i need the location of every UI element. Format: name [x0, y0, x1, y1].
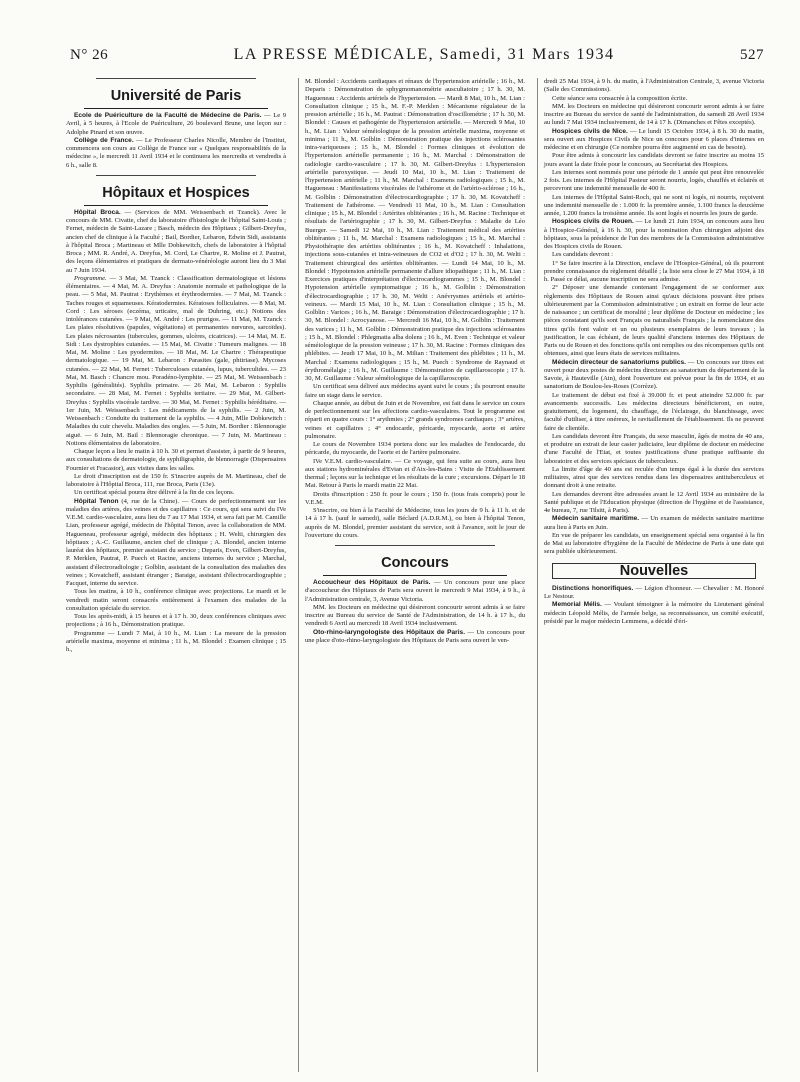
maritime-paragraph-2: En vue de préparer les candidats, un enseignement spécial sera organisé à la fin de Mai au laboratoire d'hygiène de la Faculté de Médecine de Paris à une date qui sera publiée ultérieurement. [544, 531, 764, 556]
distinctions-heading: Distinctions honorifiques. [552, 584, 634, 592]
broca-paragraph-3: Le droit d'inscription est de 150 fr. S'inscrire auprès de M. Martineau, chef de laboratoire à l'Hôpital Broca, 111, rue Broca, Paris (13e). [66, 472, 286, 488]
accoucheur-text: Un concours pour une place d'accoucheur des Hôpitaux de Paris sera ouvert le mercredi 9 Mai 1934, à 9 h., à l'Administration centrale, 3, Avenue Victoria. [305, 579, 525, 603]
maritime-text: — Un examen de médecin sanitaire maritime aura lieu à Paris en Juin. [544, 515, 764, 531]
column-1: Université de Paris Ecole de Puériculture de la Faculté de Médecine de Paris. — Le 9 Avril, à 5 heures, à l'Ecole de Puériculture, 26 boulevard Brune, une leçon sur : Adolphe Pinard et son œuvre. Collège de France. — Le Professeur Charles Nicolle, Membre de l'Institut, commencera son cours au Collège de France sur « Quelques responsabilités de la médecine », le mercredi 11 Avril 1934 et le continuera les mercredis et vendredis à 6 h., salle 8. Hôpitaux et Hospices Hôpital Broca. — (Services de MM. Weissenbach et Tzanck). Avec le concours de MM. Civatte, chef du laboratoire d'histologie de l'hôpital Saint-Louis ; Fernet, médecin de Saint-Lazare ; Basch, médecin des Hôpitaux ; Gilbert-Dreyfus, ancien chef de clinique à la Faculté ; Bail, Bordier, Lebaron, Edwin Sidi, assistants à l'hôpital Broca ; Martineau et Mlle Dobkewitch, chefs de laboratoire à l'hôpital Broca ; MM. R. André, A. Dreyfus, M. Cord, Le Chartre, R. Moline et J. Pautrat, des leçons élémentaires et pratiques de dermato-vénéréologie auront lieu du 3 Mai au 7 Juin 1934. Programme. — 3 Mai, M. Tzanck : Classification dermatologique et lésions élémentaires. — 4 Mai, M. A. Dreyfus : Anatomie normale et pathologique de la peau. — 5 Mai, M. Pautrat : Erythèmes et érythrodermies. — 7 Mai, M. Tzanck : Taches rouges et squameuses. Kératodermies. Kératoses folliculaires. — 8 Mai, M. Cord : Les séroses (eczéma, urticaire, mal de Duhring, etc.) Notions des intolérances cutanées. — 9 Mai, M. André : Les prurigos. — 11 Mai, M. Tzanck : Les plaies résolutives (papules, végétations) et permanentes nœvures, sarcoïdes). Les plaies nécrosantes (tubercules, gommes, ulcères, cicatrices). — 14 Mai, M. E. Sidi : Les dystrophies cutanées. — 15 Mai, M. Civatte : Tumeurs malignes. — 18 Mai, M. Moline : Les pyodermites. — 18 Mai, M. Le Chartre : Thérapeutique dermatologique. — 19 Mai, M. Lebaron : Parasites (gale, phtiriase). Mycoses cutanées. — 22 Mai, M. Fernet : Tuberculoses cutanées, lupus, tuberculides. — 23 Mai, M. Basch : Chancre mou. Poradéno-lymphite. — 25 Mai, M. Weissenbach : Syphilis (généralités). Syphilis primaire. — 26 Mai, M. Lebaron : Syphilis secondaire. — 28 Mai, M. Fernet : Syphilis tertiaire. — 29 Mai, M. Gilbert-Dreyfus : Syphilis viscérale tardive. — 30 Mai, M. Fernet : Syphilis héréditaire. — 1er Juin, M. Weissenbach : Les médicaments de la syphilis. — 2 Juin, M. Weissenbach : Conduite du traitement de la syphilis. — 4 Juin, Mlle Dobkewitch : Maladies du cuir chevelu. Maladies des ongles. — 5 Juin, M. Bordier : Blennoragie aiguë. — 6 Juin, M. Bail : Blennoragie chronique. — 7 Juin, M. Martineau : Notions élémentaires de laboratoire. Chaque leçon a lieu le matin à 10 h. 30 et permet d'assister, à partir de 9 heures, aux consultations de dermatologie, de syphiligraphie, de blennorragie (Dispensaires Fournier et Fracastor), aux visites dans les salles. Le droit d'inscription est de 150 fr. S'inscrire auprès de M. Martineau, chef de laboratoire à l'Hôpital Broca, 111, rue Broca, Paris (13e). Un certificat spécial pourra être délivré à la fin de ces leçons. Hôpital Tenon (4, rue de la Chine). — Cours de perfectionnement sur les maladies des artères, des veines et des capillaires : Ce cours, qui sera suivi du IVe V.E.M. cardio-vasculaire, aura lieu du 7 au 17 Mai 1934, et sera fait par M. Camille Lian, professeur agrégé, médecin de l'hôpital Tenon, avec la collaboration de MM. Hagueneau, professeur agrégé, médecin des hôpitaux ; H. Welti, chirurgien des hôpitaux ; A.-C. Guillaume, ancien chef de clinique ; A. Blondel, ancien interne lauréat des hôpitaux, premier assistant du service ; Deparis, Even, Gilbert-Dreyfus, P. Merklen, Pautrat, P. Puech et Racine, anciens internes du service ; Marchal, assistant d'électroradiologie ; Golblin, assistant de la consultation des maladies des veines ; Kovatcheff, assistant étranger ; Baraige, assistant d'électrocardiographie ; Facquet, interne du service. Tous les matins, à 10 h., conférence clinique avec projections. Le mardi et le vendredi matin seront consacrés entièrement à l'examen des malades de la consultation spéciale du service. Tous les après-midi, à 15 heures et à 17 h. 30, deux conférences cliniques avec projections ; à 16 h., Démonstration pratique. Programme — Lundi 7 Mai, à 10 h., M. Lian : La mesure de la pression artérielle maxima, moyenne et minima ; 11 h., M. Blondel : Examen clinique ; 15 h., [66, 78, 286, 1072]
column-2: M. Blondel : Accidents cardiaques et rénaux de l'hypertension artérielle ; 16 h., M. Deparis : Démonstration de sphygmomanométrie auscultatoire ; 17 h. 30, M. Hagueneau : Accidents artériels de l'hypertension. — Mardi 8 Mai, 10 h., M. Lian : Consultation clinique ; 15 h., M. F.-P. Merklen : Mécanisme régulateur de la pression artérielle ; 16 h., M. Pautrat : Démonstration d'oscillométrie ; 17 h. 30, M. Blondel : Causes et pathogénie de l'hypertension artérielle. — Mercredi 9 Mai, 10 h., M. Lian : Valeur séméiologique de la pression artérielle maxima, moyenne et minima ; 11 h., M. Golblin : Démonstration pratique des injections sclérosantes intra-variqueuses ; 15 h., M. Blondel : Formes cliniques et évolution de l'hypertension artérielle permanente ; 16 h., M. Marchal : Démonstration de radiologie cardio-vasculaire ; 17 h. 30, M. Gilbert-Dreyfus : L'hypertension artérielle paroxystique. — Jeudi 10 Mai, 10 h., M. Lian : Traitement de l'hypertension artérielle ; 11 h., M. Marchal : Examens radiologiques ; 15 h., M. Hagueneau : Manifestations viscérales de l'athérome et de l'artério-sclérose ; 16 h., M. Golblin : Démonstration d'électrocardiographie ; 17 h. 30, M. Kovatcheff : Traitement de l'athérome. — Vendredi 11 Mai, 10 h., M. Lian : Consultation clinique ; 15 h., M. Blondel : Artérites oblitérantes ; 16 h., M. Racine : Technique et résultats de l'artériographie ; 17 h. 30, M. Gilbert-Dreyfus : Maladie de Léo Buerger. — Samedi 12 Mai, 10 h., M. Lian : Traitement médical des artérites oblitérantes ; 11 h., M. Marchal : Examens radiologiques ; 15 h., M. Marchal : Physiothérapie des artérites oblitérantes ; 16 h., M. Kovatcheff : Inhalations, injections sous-cutanées et intra-veineuses de CO2 et d'O2 ; 17 h. 30, M. Welti : Traitement chirurgical des artérites oblitérantes. — Lundi 14 Mai, 10 h., M. Blondel : Hypotension artérielle permanente d'allure idiopathique ; 11 h., M. Lian : Exercices pratiques d'interprétation d'électrocardiogrammes ; 15 h., M. Blondel : Hypotension artérielle symptomatique ; 16 h., M. Golblin : Démonstration d'électrocardiographie ; 17 h. 30, M. Welti : Anévrysmes artériels et artério-veineux. — Mardi 15 Mai, 10 h., M. Lian : Consultation clinique ; 15 h., M. Golblin : Varices ; 16 h., M. Baraige : Démonstration d'électrocardiographie ; 17 h. 30, M. Blondel : Acrocyanose. — Mercredi 16 Mai, 10 h., M. Golblin : Traitement des varices ; 11 h., M. Golblin : Démonstration pratique des injections sclérosantes ; 15 h., M. Blondel : Phlegmatia alba dolens ; 16 h., M. Even : Technique et valeur séméiologique de la pression veineuse ; 17 h. 30, M. Racine : Formes cliniques des phlébites. — Jeudi 17 Mai, 10 h., M. Milian : Traitement des phlébites ; 11 h., M. Marchal : Examens radiologiques ; 15 h., M. Puech : Syndrome de Raynaud et érythromélalgie ; 16 h., M. Guillaume : Démonstration de capillaroscopie ; 17 h. 30, M. Guillaume : Valeur séméiologique de la capillaroscopie. Un certificat sera délivré aux médecins ayant suivi le cours ; ils pourront ensuite faire un stage dans le service. Chaque année, au début de Juin et de Novembre, est fait dans le service un cours de perfectionnement sur les affections cardio-vasculaires. Tout le programme est réparti en quatre cours : 1° arythmies ; 2° grands syndromes cardiaques ; 3° artères, veines et capillaires ; 4° endocarde, péricarde, myocarde, aorte et artère pulmonaire. Le cours de Novembre 1934 portera donc sur les maladies de l'endocarde, du péricarde, du myocarde, de l'aorte et de l'artère pulmonaire. IVe V.E.M. cardio-vasculaire. — Ce voyage, qui fera suite au cours, aura lieu aux stations hydrominérales d'Evian et d'Aix-les-Bains : Visite de l'Etablissement thermal ; leçons sur la technique et les résultats de la cure ; excursions. Départ le 18 Mai. Retour à Paris le mardi matin 22 Mai. Droits d'inscription : 250 fr. pour le cours ; 150 fr. (tous frais compris) pour le V.E.M. S'inscrire, ou bien à la Faculté de Médecine, tous les jours de 9 h. à 11 h. et de 14 à 17 h. (sauf le samedi), salle Béclard (A.D.R.M.), ou bien à l'hôpital Tenon, auprès de M. Blondel, premier assistant du service, soit à l'avance, soit le jour de l'ouverture du cours. Concours Accoucheur des Hôpitaux de Paris. — Un concours pour une place d'accoucheur des Hôpitaux de Paris sera ouvert le mercredi 9 Mai 1934, à 9 h., à l'Administration centrale, 3, Avenue Victoria. MM. les Docteurs en médecine qui désireront concourir seront admis à se faire inscrire au Bureau du service de Santé de l'Administration, de 14 h. à 17 h., du vendredi 6 Avril au mercredi 18 Avril 1934 inclusivement. Oto-rhino-laryngologiste des Hôpitaux de Paris. — Un concours pour une place d'oto-rhino-laryngologiste des Hôpitaux de Paris sera ouvert le ven- [298, 78, 525, 1072]
distinctions-text: — Légion d'honneur. — Chevalier : M. Honoré Le Nestour. [544, 584, 764, 600]
nice-heading: Hospices civils de Nice. [552, 127, 628, 135]
programme-text: 3 Mai, M. Tzanck : Classification dermatologique et lésions élémentaires. — 4 Mai, M. A. Dreyfus : Anatomie normale et pathologique de la peau. — 5 Mai, M. Pautrat : Erythèmes et érythrodermies. — 7 Mai, M. Tzanck : Taches rouges et squameuses. Kératodermies. Kératoses folliculaires. — 8 Mai, M. Cord : Les séroses (eczéma, urticaire, mal de Duhring, etc.) Notions des intolérances cutanées. — 9 Mai, M. André : Les prurigos. — 11 Mai, M. Tzanck : Les plaies résolutives (papules, végétations) et permanentes nœvures, sarcoïdes). Les plaies nécrosantes (tubercules, gommes, ulcères, cicatrices). — 14 Mai, M. E. Sidi : Les dystrophies cutanées. — 15 Mai, M. Civatte : Tumeurs malignes. — 18 Mai, M. Moline : Les pyodermites. — 18 Mai, M. Le Chartre : Thérapeutique dermatologique. — 19 Mai, M. Lebaron : Parasites (gale, phtiriase). Mycoses cutanées. — 22 Mai, M. Fernet : Tuberculoses cutanées, lupus, tuberculides. — 23 Mai, M. Basch : Chancre mou. Poradéno-lymphite. — 25 Mai, M. Weissenbach : Syphilis (généralités). Syphilis primaire. — 26 Mai, M. Lebaron : Syphilis secondaire. — 28 Mai, M. Fernet : Syphilis tertiaire. — 29 Mai, M. Gilbert-Dreyfus : Syphilis viscérale tardive. — 30 Mai, M. Fernet : Syphilis héréditaire. — 1er Juin, M. Weissenbach : Les médicaments de la syphilis. — 2 Juin, M. Weissenbach : Conduite du traitement de la syphilis. — 4 Juin, Mlle Dobkewitch : Maladies du cuir chevelu. Maladies des ongles. — 5 Juin, M. Bordier : Blennoragie aiguë. — 6 Juin, M. Bail : Blennoragie chronique. — 7 Juin, M. Martineau : Notions élémentaires de laboratoire. [66, 274, 286, 447]
journal-title: LA PRESSE MÉDICALE, Samedi, 31 Mars 1934 [233, 46, 615, 63]
nice-paragraph-2: Pour être admis à concourir les candidats devront se faire inscrire au moins 15 jours avant la date fixée pour le concours, au Secrétariat des Hospices. [544, 152, 764, 168]
tenon-heading: Hôpital Tenon [74, 497, 119, 505]
programme-2: Programme — Lundi 7 Mai, à 10 h., M. Lian : La mesure de la pression artérielle maxima, moyenne et minima ; 11 h., M. Blondel : Examen clinique ; 15 h., [66, 629, 286, 653]
accoucheur-paragraph-2: MM. les Docteurs en médecine qui désireront concourir seront admis à se faire inscrire au Bureau du service de Santé de l'Administration, de 14 h. à 17 h., du vendredi 6 Avril au mercredi 18 Avril 1934 inclusivement. [305, 603, 525, 628]
nice-paragraph-4: Les internes de l'Hôpital Saint-Roch, qui ne sont ni logés, ni nourris, reçoivent une indemnité mensuelle de : 1.000 fr. la première année, 1.100 francs la deuxième année, 1.200 francs la troisième année. Ils sont logés et nourris les jours de garde. [544, 193, 764, 217]
melis-heading: Memorial Mélis. [552, 601, 602, 609]
programme-label: Programme. [74, 274, 107, 282]
divider [96, 175, 256, 176]
ecole-text: Le 9 Avril, à 5 heures, à l'Ecole de Puériculture, 26 boulevard Brune, une leçon sur : Adolphe Pinard et son œuvre. [66, 112, 286, 136]
melis-text: — Voulant témoigner à la mémoire du Lieutenant général médecin Léopold Mélis, de l'armée belge, sa reconnaissance, un comité exécutif, présidé par le major médecin Lemmens, a décidé d'éri- [544, 601, 764, 625]
maritime-heading: Médecin sanitaire maritime. [552, 515, 640, 523]
broca-paragraph-4: Un certificat spécial pourra être délivré à la fin de ces leçons. [74, 489, 235, 497]
nice-text: Le lundi 15 Octobre 1934, à 8 h. 30 du matin, sera ouvert aux Hospices Civils de Nice un concours pour 6 places d'internes en médecine et en chirurgie (Ce nombre pourra être augmenté en cas de besoin). [544, 127, 764, 151]
college-heading: Collège de France. [74, 136, 134, 144]
sanatorium-paragraph-5: Les demandes devront être adressées avant le 12 Avril 1934 au ministère de la Santé publique et de l'Education physique (direction de l'hygiène et de l'assistance, 4e bureau, 7, rue Tilsitt, à Paris). [544, 490, 764, 514]
section-title-universite: Université de Paris [110, 88, 242, 104]
cours-novembre-text: Le cours de Novembre 1934 portera donc sur les maladies de l'endocarde, du péricarde, du myocarde, de l'aorte et de l'artère pulmonaire. [305, 441, 525, 457]
issue-number: N° 26 [70, 47, 109, 63]
broca-text: (Services de MM. Weissenbach et Tzanck). Avec le concours de MM. Civatte, chef du laboratoire d'histologie de l'hôpital Saint-Louis ; Fernet, médecin de Saint-Lazare ; Basch, médecin des Hôpitaux ; Gilbert-Dreyfus, ancien chef de clinique à la Faculté ; Bail, Bordier, Lebaron, Edwin Sidi, assistants à l'hôpital Broca ; Martineau et Mlle Dobkewitch, chefs de laboratoire à l'hôpital Broca ; MM. R. André, A. Dreyfus, M. Cord, Le Chartre, R. Moline et J. Pautrat, des leçons élémentaires et pratiques de dermato-vénéréologie auront lieu du 3 Mai au 7 Juin 1934. [66, 208, 286, 274]
inscription-text: S'inscrire, ou bien à la Faculté de Médecine, tous les jours de 9 h. à 11 h. et de 14 à 17 h. (sauf le samedi), salle Béclard (A.D.R.M.), ou bien à l'hôpital Tenon, auprès de M. Blondel, premier assistant du service, soit à l'avance, soit le jour de l'ouverture du cours. [305, 507, 525, 539]
page-number: 527 [739, 47, 764, 63]
broca-heading: Hôpital Broca. [74, 208, 121, 216]
cours-perfectionnement-text: Chaque année, au début de Juin et de Novembre, est fait dans le service un cours de perfectionnement sur les affections cardio-vasculaires. Tout le programme est réparti en quatre cours : 1° arythmies ; 2° grands syndromes cardiaques ; 3° artères, veines et capillaires ; 4° endocarde, péricarde, myocarde, aorte et artère pulmonaire. [305, 399, 525, 440]
droits-text: Droits d'inscription : 250 fr. pour le cours ; 150 fr. (tous frais compris) pour le V.E.M. [305, 490, 525, 506]
page-columns [66, 78, 764, 1072]
certificat-text: Un certificat sera délivré aux médecins ayant suivi le cours ; ils pourront ensuite faire un stage dans le service. [305, 383, 525, 399]
tenon-program-continued: M. Blondel : Accidents cardiaques et rénaux de l'hypertension artérielle ; 16 h., M. Deparis : Démonstration de sphygmomanométrie auscultatoire ; 17 h. 30, M. Hagueneau : Accidents artériels de l'hypertension. — Mardi 8 Mai, 10 h., M. Lian : Consultation clinique ; 15 h., M. F.-P. Merklen : Mécanisme régulateur de la pression artérielle ; 16 h., M. Pautrat : Démonstration d'oscillométrie ; 17 h. 30, M. Blondel : Causes et pathogénie de l'hypertension artérielle. — Mercredi 9 Mai, 10 h., M. Lian : Valeur séméiologique de la pression artérielle maxima, moyenne et minima ; 11 h., M. Golblin : Démonstration pratique des injections sclérosantes intra-variqueuses ; 15 h., M. Blondel : Formes cliniques et évolution de l'hypertension artérielle permanente ; 16 h., M. Marchal : Démonstration de radiologie cardio-vasculaire ; 17 h. 30, M. Gilbert-Dreyfus : L'hypertension artérielle paroxystique. — Jeudi 10 Mai, 10 h., M. Lian : Traitement de l'hypertension artérielle ; 11 h., M. Marchal : Examens radiologiques ; 15 h., M. Hagueneau : Manifestations viscérales de l'athérome et de l'artério-sclérose ; 16 h., M. Golblin : Démonstration d'électrocardiographie ; 17 h. 30, M. Kovatcheff : Traitement de l'athérome. — Vendredi 11 Mai, 10 h., M. Lian : Consultation clinique ; 15 h., M. Blondel : Artérites oblitérantes ; 16 h., M. Racine : Technique et résultats de l'artériographie ; 17 h. 30, M. Gilbert-Dreyfus : Maladie de Léo Buerger. — Samedi 12 Mai, 10 h., M. Lian : Traitement médical des artérites oblitérantes ; 11 h., M. Marchal : Examens radiologiques ; 15 h., M. Marchal : Physiothérapie des artérites oblitérantes ; 16 h., M. Kovatcheff : Inhalations, injections sous-cutanées et intra-veineuses de CO2 et d'O2 ; 17 h. 30, M. Welti : Traitement chirurgical des artérites oblitérantes. — Lundi 14 Mai, 10 h., M. Blondel : Hypotension artérielle permanente d'allure idiopathique ; 11 h., M. Lian : Exercices pratiques d'interprétation d'électrocardiogrammes ; 15 h., M. Blondel : Hypotension artérielle symptomatique ; 16 h., M. Golblin : Démonstration d'électrocardiographie ; 17 h. 30, M. Welti : Anévrysmes artériels et artério-veineux. — Mardi 15 Mai, 10 h., M. Lian : Consultation clinique ; 15 h., M. Golblin : Varices ; 16 h., M. Baraige : Démonstration d'électrocardiographie ; 17 h. 30, M. Blondel : Acrocyanose. — Mercredi 16 Mai, 10 h., M. Golblin : Traitement des varices ; 11 h., M. Golblin : Démonstration pratique des injections sclérosantes ; 15 h., M. Blondel : Phlegmatia alba dolens ; 16 h., M. Even : Technique et valeur séméiologique de la pression veineuse ; 17 h. 30, M. Racine : Formes cliniques des phlébites. — Jeudi 17 Mai, 10 h., M. Milian : Traitement des phlébites ; 11 h., M. Marchal : Examens radiologiques ; 15 h., M. Puech : Syndrome de Raynaud et érythromélalgie ; 16 h., M. Guillaume : Démonstration de capillaroscopie ; 17 h. 30, M. Guillaume : Valeur séméiologique de la capillaroscopie. [305, 78, 525, 382]
college-text: Le Professeur Charles Nicolle, Membre de l'Institut, commencera son cours au Collège de France sur « Quelques responsabilités de la médecine », le mercredi 11 Avril 1934 et le continuera les mercredis et vendredis à 6 h., salle 8. [66, 136, 286, 169]
divider [84, 108, 268, 109]
oto-text: Un concours pour une place d'oto-rhino-laryngologiste des Hôpitaux de Paris sera ouvert le ven- [305, 628, 525, 644]
rouen-heading: Hospices civils de Rouen. [552, 218, 634, 226]
tenon-text: (4, rue de la Chine). — Cours de perfectionnement sur les maladies des artères, des veines et des capillaires : Ce cours, qui sera suivi du IVe V.E.M. cardio-vasculaire, aura lieu du 7 au 17 Mai 1934, et sera fait par M. Camille Lian, professeur agrégé, médecin de l'hôpital Tenon, avec la collaboration de MM. Hagueneau, professeur agrégé, médecin des hôpitaux ; H. Welti, chirurgien des hôpitaux ; A.-C. Guillaume, ancien chef de clinique ; A. Blondel, ancien interne lauréat des hôpitaux, premier assistant du service ; Deparis, Even, Gilbert-Dreyfus, P. Merklen, Pautrat, P. Puech et Racine, anciens internes du service ; Marchal, assistant d'électroradiologie ; Golblin, assistant de la consultation des maladies des veines ; Kovatcheff, assistant étranger ; Baraige, assistant d'électrocardiographie ; Facquet, interne du service. [66, 497, 286, 587]
oto-paragraph-2: Cette séance sera consacrée à la composition écrite. [552, 94, 688, 102]
oto-heading: Oto-rhino-laryngologiste des Hôpitaux de Paris. [313, 628, 466, 636]
section-title-nouvelles: Nouvelles [552, 563, 756, 579]
section-title-concours: Concours [381, 555, 449, 571]
divider [323, 575, 507, 576]
ecole-heading: Ecole de Puériculture de la Faculté de Médecine de Paris. [74, 112, 262, 119]
column-3: dredi 25 Mai 1934, à 9 h. du matin, à l'Administration Centrale, 3, avenue Victoria (Salle des Commissions). Cette séance sera consacrée à la composition écrite. MM. les Docteurs en médecine qui désireront concourir seront admis à se faire inscrire au Bureau du service de santé de l'administration, du samedi 28 Avril 1934 au lundi 7 Mai 1934 inclusivement, de 14 à 17 h. (Dimanches et Fêtes exceptés). Hospices civils de Nice. — Le lundi 15 Octobre 1934, à 8 h. 30 du matin, sera ouvert aux Hospices Civils de Nice un concours pour 6 places d'internes en médecine et en chirurgie (Ce nombre pourra être augmenté en cas de besoin). Pour être admis à concourir les candidats devront se faire inscrire au moins 15 jours avant la date fixée pour le concours, au Secrétariat des Hospices. Les internes sont nommés pour une période de 1 année qui peut être renouvelée 2 fois. Les internes de l'Hôpital Pasteur seront nourris, logés, chauffés et éclairés et percevront une indemnité mensuelle de 400 fr. Les internes de l'Hôpital Saint-Roch, qui ne sont ni logés, ni nourris, reçoivent une indemnité mensuelle de : 1.000 fr. la première année, 1.100 francs la deuxième année, 1.200 francs la troisième année. Ils sont logés et nourris les jours de garde. Hospices civils de Rouen. — Le lundi 21 Juin 1934, un concours aura lieu à l'Hospice-Général, à 16 h. 30, pour la nomination d'un chirurgien adjoint des hôpitaux, sous la présidence de l'un des membres de la Commission administrative des Hospices civils de Rouen. Les candidats devront : 1° Se faire inscrire à la Direction, enclave de l'Hospice-Général, où ils pourront prendre connaissance du règlement détaillé ; la liste sera close le 27 Mai 1934, à 18 h. Passé ce délai, aucune inscription ne sera admise. 2° Déposer une demande contenant l'engagement de se conformer aux règlements des Hôpitaux de Rouen ainsi qu'aux décisions pouvant être prises ultérieurement par la Commission administrative ; un extrait en forme de leur acte de naissance ; un certificat de moralité ; leur diplôme de Docteur en médecine ; les pièces constatant qu'ils sont Français ou naturalisés Français ; la nomenclature des titres qu'ils font valoir et un ou plusieurs exemplaires de leurs travaux ; la justification, le cas échéant, de leurs qualité d'anciens internes des Hôpitaux de Paris ou de Rouen et des fonctions qu'ils ont remplies ou des récompenses qu'ils ont obtenues, ainsi que leurs états de services militaires. Médecin directeur de sanatoriums publics. — Un concours sur titres est ouvert pour deux postes de médecins directeurs au sanatorium du département de la Savoie, à Hauteville (Ain), dont l'ouverture est prévue pour la fin de 1934, et au sanatorium de Boulou-les-Roses (Corrèze). Le traitement de début est fixé à 39.000 fr. et peut atteindre 52.000 fr. par avancements successifs. Les médecins directeurs bénéficieront, en outre, gratuitement, du logement, du chauffage, de l'éclairage, du blanchissage, avec faculté d'utiliser, à titre onéreux, le ravitaillement de l'établissement. Ils ne peuvent faire de clientèle. Les candidats devront être Français, du sexe masculin, âgés de moins de 40 ans, et produire un extrait de leur casier judiciaire, leur diplôme de docteur en médecine d'une Faculté de l'Etat, et toutes justifications d'une pratique suffisante du laboratoire et des services spéciaux de tuberculeux. La limite d'âge de 40 ans est reculée d'un temps égal à la durée des services militaires, ainsi que des services rendus dans les dispensaires antituberculeux et donnant droit à une retraite. Les demandes devront être adressées avant le 12 Avril 1934 au ministère de la Santé publique et de l'Education physique (direction de l'hygiène et de l'assistance, 4e bureau, 7, rue Tilsitt, à Paris). Médecin sanitaire maritime. — Un examen de médecin sanitaire maritime aura lieu à Paris en Juin. En vue de préparer les candidats, un enseignement spécial sera organisé à la fin de Mai au laboratoire d'hygiène de la Faculté de Médecine de Paris à une date qui sera publiée ultérieurement. Nouvelles Distinctions honorifiques. — Légion d'honneur. — Chevalier : M. Honoré Le Nestour. Memorial Mélis. — Voulant témoigner à la mémoire du Lieutenant général médecin Léopold Mélis, de l'armée belge, sa reconnaissance, un comité exécutif, présidé par le major médecin Lemmens, a décidé d'éri- [537, 78, 764, 1072]
rouen-paragraph-4: 2° Déposer une demande contenant l'engagement de se conformer aux règlements des Hôpitaux de Rouen ainsi qu'aux décisions pouvant être prises ultérieurement par la Commission administrative ; un extrait en forme de leur acte de naissance ; un certificat de moralité ; leur diplôme de Docteur en médecine ; les pièces constatant qu'ils sont Français ou naturalisés Français ; la nomenclature des titres qu'ils font valoir et un ou plusieurs exemplaires de leurs travaux ; la justification, le cas échéant, de leurs qualité d'anciens internes des Hôpitaux de Paris ou de Rouen et des fonctions qu'ils ont remplies ou des récompenses qu'ils ont obtenues, ainsi que leurs états de services militaires. [544, 284, 764, 358]
broca-paragraph-2: Chaque leçon a lieu le matin à 10 h. 30 et permet d'assister, à partir de 9 heures, aux consultations de dermatologie, de syphiligraphie, de blennorragie (Dispensaires Fournier et Fracastor), aux visites dans les salles. [66, 448, 286, 472]
divider [96, 78, 256, 79]
section-title-hopitaux: Hôpitaux et Hospices [102, 184, 250, 201]
rouen-text: Le lundi 21 Juin 1934, un concours aura lieu à l'Hospice-Général, à 16 h. 30, pour la nomination d'un chirurgien adjoint des hôpitaux, sous la présidence de l'un des membres de la Commission administrative des Hospices civils de Rouen. [544, 218, 764, 250]
oto-continued: dredi 25 Mai 1934, à 9 h. du matin, à l'Administration Centrale, 3, avenue Victoria (Salle des Commissions). [544, 78, 764, 94]
page-header [70, 46, 764, 68]
divider [335, 545, 495, 546]
rouen-paragraph-3: 1° Se faire inscrire à la Direction, enclave de l'Hospice-Général, où ils pourront prendre connaissance du règlement détaillé ; la liste sera close le 27 Mai 1934, à 18 h. Passé ce délai, aucune inscription ne sera admise. [544, 259, 764, 283]
sanatorium-text: — Un concours sur titres est ouvert pour deux postes de médecins directeurs au sanatorium du département de la Savoie, à Hauteville (Ain), dont l'ouverture est prévue pour la fin de 1934, et au sanatorium de Boulou-les-Roses (Corrèze). [544, 358, 764, 391]
sanatorium-paragraph-2: Le traitement de début est fixé à 39.000 fr. et peut atteindre 52.000 fr. par avancements successifs. Les médecins directeurs bénéficieront, en outre, gratuitement, du logement, du chauffage, de l'éclairage, du blanchissage, avec faculté d'utiliser, à titre onéreux, le ravitaillement de l'établissement. Ils ne peuvent faire de clientèle. [544, 391, 764, 432]
sanatorium-paragraph-4: La limite d'âge de 40 ans est reculée d'un temps égal à la durée des services militaires, ainsi que des services rendus dans les dispensaires antituberculeux et donnant droit à une retraite. [544, 465, 764, 490]
sanatorium-paragraph-3: Les candidats devront être Français, du sexe masculin, âgés de moins de 40 ans, et produire un extrait de leur casier judiciaire, leur diplôme de docteur en médecine d'une Faculté de l'Etat, et toutes justifications d'une pratique suffisante du laboratoire et des services spéciaux de tuberculeux. [544, 432, 764, 465]
rouen-paragraph-2: Les candidats devront : [552, 251, 613, 259]
sanatorium-heading: Médecin directeur de sanatoriums publics. [552, 358, 686, 366]
nice-paragraph-3: Les internes sont nommés pour une période de 1 année qui peut être renouvelée 2 fois. Les internes de l'Hôpital Pasteur seront nourris, logés, chauffés et éclairés et percevront une indemnité mensuelle de 400 fr. [544, 168, 764, 193]
oto-paragraph-3: MM. les Docteurs en médecine qui désireront concourir seront admis à se faire inscrire au Bureau du service de santé de l'administration, du samedi 28 Avril 1934 au lundi 7 Mai 1934 inclusivement, de 14 à 17 h. (Dimanches et Fêtes exceptés). [544, 102, 764, 127]
vem-text: IVe V.E.M. cardio-vasculaire. — Ce voyage, qui fera suite au cours, aura lieu aux stations hydrominérales d'Evian et d'Aix-les-Bains : Visite de l'Etablissement thermal ; leçons sur la technique et les résultats de la cure ; excursions. Départ le 18 Mai. Retour à Paris le mardi matin 22 Mai. [305, 457, 525, 490]
accoucheur-heading: Accoucheur des Hôpitaux de Paris. [313, 579, 431, 586]
tenon-paragraph-3: Tous les après-midi, à 15 heures et à 17 h. 30, deux conférences cliniques avec projections ; à 16 h., Démonstration pratique. [66, 613, 286, 629]
divider [84, 205, 268, 206]
tenon-paragraph-2: Tous les matins, à 10 h., conférence clinique avec projections. Le mardi et le vendredi matin seront consacrés entièrement à l'examen des malades de la consultation spéciale du service. [66, 588, 286, 612]
